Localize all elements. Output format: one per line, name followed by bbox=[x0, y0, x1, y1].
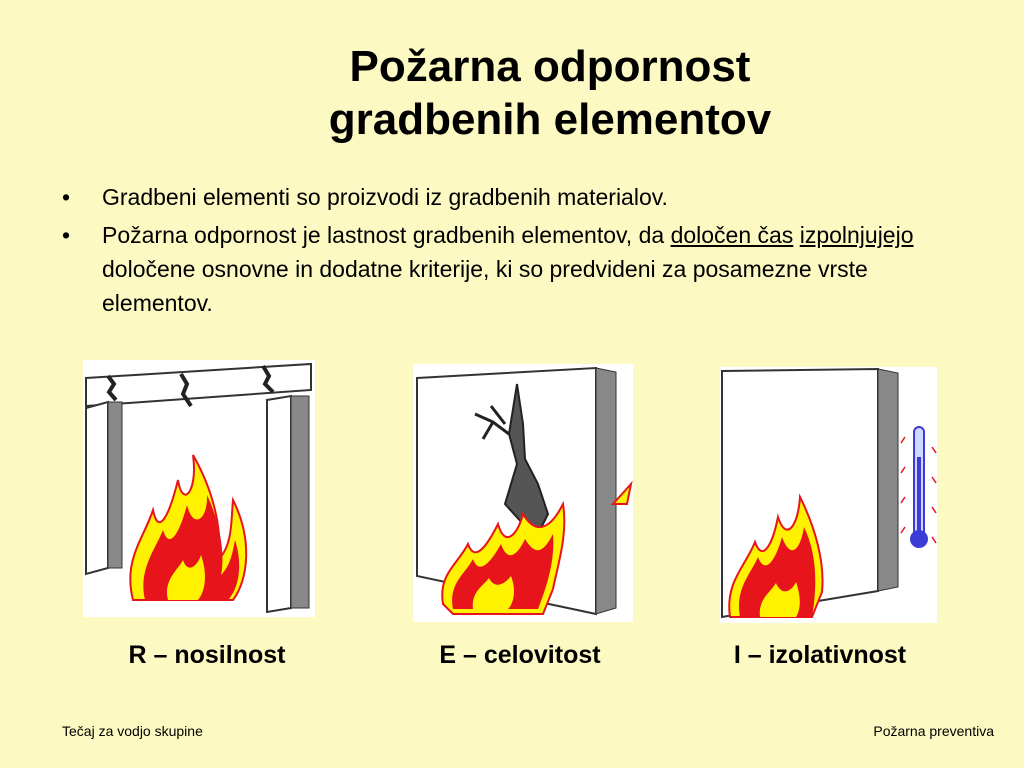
bullet-underlined-2: izpolnjujejo bbox=[799, 222, 914, 248]
cracked-wall-icon bbox=[413, 364, 633, 622]
bullet-list bbox=[60, 180, 960, 324]
title-line-2: gradbenih elementov bbox=[328, 95, 772, 144]
bullet-marker: • bbox=[62, 222, 71, 248]
bullet-underlined-1: določen čas bbox=[670, 222, 794, 248]
collapsed-beam-wall-illustration bbox=[83, 360, 315, 617]
footer-left: Tečaj za vodjo skupine bbox=[62, 723, 203, 739]
collapsed-beam-wall-icon bbox=[83, 360, 315, 617]
caption-e: E – celovitost bbox=[439, 641, 601, 669]
bullet-item-2 bbox=[60, 218, 960, 320]
slide-title bbox=[155, 40, 945, 146]
bullet-text-2a: Požarna odpornost je lastnost gradbenih elementov, da bbox=[102, 222, 671, 248]
caption-r: R – nosilnost bbox=[128, 641, 286, 669]
thermometer-wall-icon bbox=[720, 367, 937, 623]
footer-right: Požarna preventiva bbox=[873, 723, 994, 739]
bullet-marker: • bbox=[62, 184, 71, 210]
bullet-item-1 bbox=[60, 180, 960, 214]
title-line-1: Požarna odpornost bbox=[349, 42, 751, 91]
bullet-text-2b: določene osnovne in dodatne kriterije, ki so predvideni za posamezne vrste elementov. bbox=[102, 256, 868, 316]
bullet-text-1: Gradbeni elementi so proizvodi iz gradbenih materialov. bbox=[102, 184, 668, 210]
cracked-wall-illustration bbox=[413, 364, 633, 622]
caption-i: I – izolativnost bbox=[733, 641, 907, 669]
insulated-wall-thermometer-illustration bbox=[720, 367, 937, 623]
